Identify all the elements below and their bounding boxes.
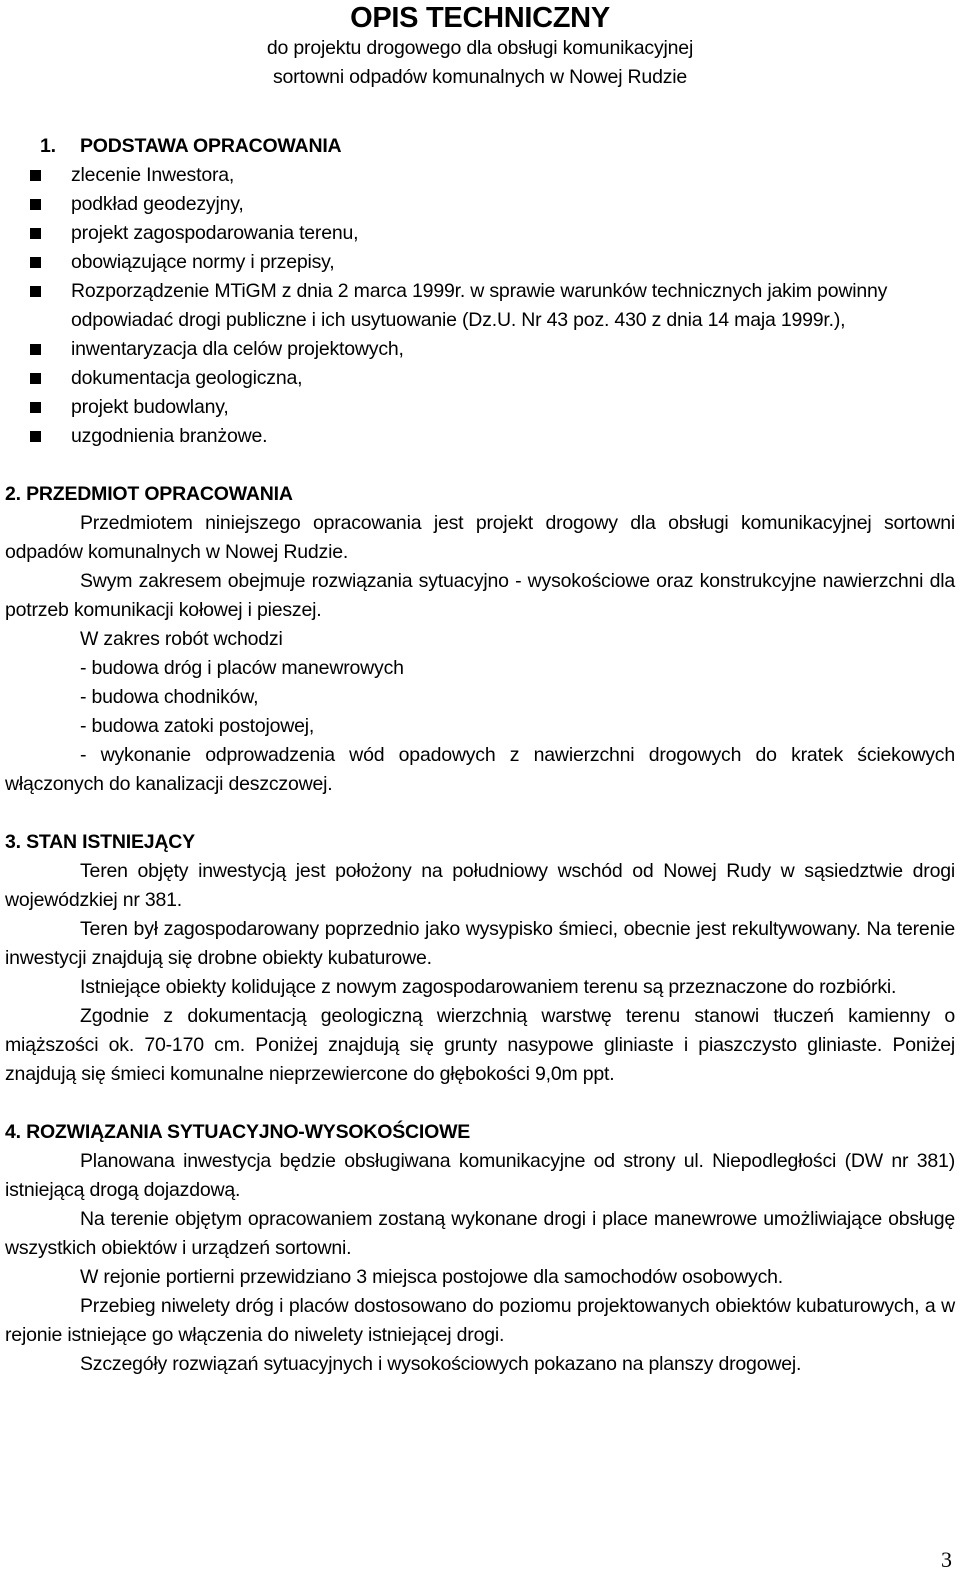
square-bullet-icon [30,344,41,355]
section-1-title: PODSTAWA OPRACOWANIA [80,135,342,157]
spacer [5,1089,955,1118]
list-item: Rozporządzenie MTiGM z dnia 2 marca 1999r. w sprawie warunków technicznych jakim powinny odpowiadać drogi publiczne i ich usytuowanie (Dz.U. Nr 43 poz. 430 z dnia 14 maja 1999r.), [5,277,955,335]
list-item: inwentaryzacja dla celów projektowych, [5,335,955,364]
square-bullet-icon [30,373,41,384]
section-3-heading: 3. STAN ISTNIEJĄCY [5,831,195,853]
list-item: dokumentacja geologiczna, [5,364,955,393]
section-3-paragraph-3: Istniejące obiekty kolidujące z nowym zagospodarowaniem terenu są przeznaczone do rozbiórki. [80,976,897,998]
section-4-paragraph-1: Planowana inwestycja będzie obsługiwana komunikacyjne od strony ul. Niepodległości (DW nr 381) istniejącą drogą dojazdową. [5,1150,955,1201]
section-2-list-item-2: - budowa chodników, [80,686,259,708]
section-2-heading: 2. PRZEDMIOT OPRACOWANIA [5,483,293,505]
section-2-list-item-4: - wykonanie odprowadzenia wód opadowych z nawierzchni drogowych do kratek ściekowych włączonych do kanalizacji deszczowej. [5,744,955,795]
section-4-paragraph-2: Na terenie objętym opracowaniem zostaną wykonane drogi i place manewrowe umożliwiające obsługę wszystkich obiektów i urządzeń sortowni. [5,1208,955,1259]
section-1-heading [5,132,955,161]
section-4-heading: 4. ROZWIĄZANIA SYTUACYJNO-WYSOKOŚCIOWE [5,1121,471,1143]
list-item: obowiązujące normy i przepisy, [5,248,955,277]
section-2-paragraph-2: Swym zakresem obejmuje rozwiązania sytuacyjno - wysokościowe oraz konstrukcyjne nawierzchni dla potrzeb komunikacji kołowej i pieszej. [5,570,955,621]
square-bullet-icon [30,257,41,268]
section-1-number: 1. [40,135,56,157]
document-content [5,0,955,1379]
section-4-paragraph-5: Szczegóły rozwiązań sytuacyjnych i wysokościowych pokazano na planszy drogowej. [80,1353,802,1375]
document-subtitle-line-1: do projektu drogowego dla obsługi komunikacyjnej [266,37,694,59]
section-2-list-item-3: - budowa zatoki postojowej, [80,715,315,737]
square-bullet-icon [30,286,41,297]
section-2-paragraph-3: W zakres robót wchodzi [80,628,283,650]
section-3-paragraph-2: Teren był zagospodarowany poprzednio jako wysypisko śmieci, obecnie jest rekultywowany. Na terenie inwestycji znajdują się drobne obiekty kubaturowe. [5,918,955,969]
list-item: zlecenie Inwestora, [5,161,955,190]
list-item: uzgodnienia branżowe. [5,422,955,451]
square-bullet-icon [30,228,41,239]
list-item: podkład geodezyjny, [5,190,955,219]
document-subtitle-line-2: sortowni odpadów komunalnych w Nowej Rudzie [272,66,688,88]
page-number: 3 [941,1547,952,1572]
spacer [5,451,955,480]
document-title: OPIS TECHNICZNY [350,2,610,34]
square-bullet-icon [30,170,41,181]
square-bullet-icon [30,199,41,210]
spacer [5,799,955,828]
section-2-paragraph-1: Przedmiotem niniejszego opracowania jest projekt drogowy dla obsługi komunikacyjnej sortowni odpadów komunalnych w Nowej Rudzie. [5,512,955,563]
list-item: projekt budowlany, [5,393,955,422]
square-bullet-icon [30,402,41,413]
square-bullet-icon [30,431,41,442]
section-3-paragraph-1: Teren objęty inwestycją jest położony na południowy wschód od Nowej Rudy w sąsiedztwie drogi wojewódzkiej nr 381. [5,860,955,911]
section-4-paragraph-3: W rejonie portierni przewidziano 3 miejsca postojowe dla samochodów osobowych. [80,1266,784,1288]
section-2-list-item-1: - budowa dróg i placów manewrowych [80,657,404,679]
section-1-list [5,161,955,451]
section-4-paragraph-4: Przebieg niwelety dróg i placów dostosowano do poziomu projektowanych obiektów kubaturowych, a w rejonie istniejące go włączenia do niwelety istniejącej drogi. [5,1295,955,1346]
section-3-paragraph-4: Zgodnie z dokumentacją geologiczną wierzchnią warstwę terenu stanowi tłuczeń kamienny o miąższości ok. 70-170 cm. Poniżej znajdują się grunty nasypowe gliniaste i piaszczysto gliniaste. Poniżej znajdują się śmieci komunalne nieprzewiercone do głębokości 9,0m ppt. [5,1005,955,1085]
list-item: projekt zagospodarowania terenu, [5,219,955,248]
